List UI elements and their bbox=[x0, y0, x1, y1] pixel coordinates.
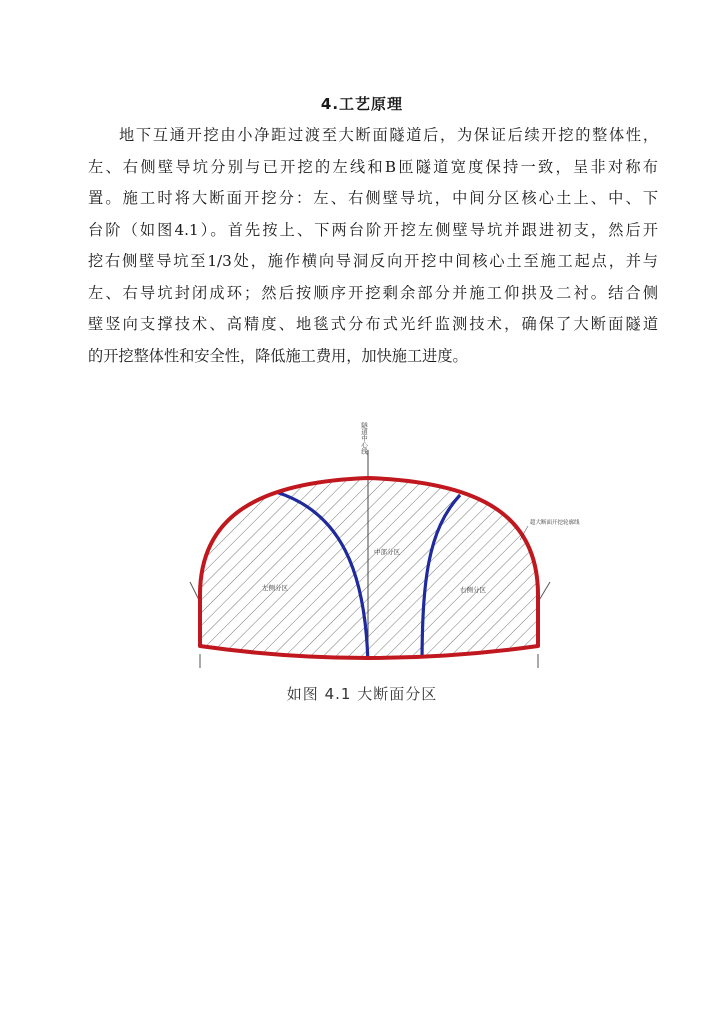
paragraph-line: 地下互通开挖由小净距过渡至大断面隧道后，为保证后续开挖的整体性， bbox=[119, 126, 658, 144]
paragraph-line: 的开挖整体性和安全性，降低施工费用，加快施工进度。 bbox=[88, 346, 468, 365]
paragraph-line: 台阶（如图4.1）。首先按上、下两台阶开挖左侧壁导坑并跟进初支，然后开 bbox=[88, 220, 658, 239]
paragraph-line: 挖右侧壁导坑至1/3处，施作横向导洞反向开挖中间核心土至施工起点，并与 bbox=[88, 252, 658, 270]
section-heading: 4.工艺原理 bbox=[320, 95, 404, 113]
right-zone-label: 右侧分区 bbox=[460, 586, 486, 594]
tunnel-section-diagram bbox=[190, 420, 580, 670]
middle-zone-label: 中部分区 bbox=[374, 548, 400, 556]
body-paragraph bbox=[88, 120, 658, 372]
paragraph-line: 置。施工时将大断面开挖分：左、右侧壁导坑，中间分区核心土上、中、下 bbox=[88, 189, 658, 207]
paragraph-line: 壁竖向支撑技术、高精度、地毯式分布式光纤监测技术，确保了大断面隧道 bbox=[88, 315, 658, 333]
centerline-label: 隧道中心线 bbox=[360, 422, 368, 455]
left-zone-label: 左侧分区 bbox=[262, 584, 288, 592]
outline-label: 超大断面开挖轮廓线 bbox=[530, 520, 580, 526]
figure-caption: 如图 4.1 大断面分区 bbox=[286, 685, 438, 703]
paragraph-line: 左、右侧壁导坑分别与已开挖的左线和B匝隧道宽度保持一致，呈非对称布 bbox=[88, 157, 658, 176]
paragraph-line: 左、右导坑封闭成环；然后按顺序开挖剩余部分并施工仰拱及二衬。结合侧 bbox=[88, 283, 658, 302]
